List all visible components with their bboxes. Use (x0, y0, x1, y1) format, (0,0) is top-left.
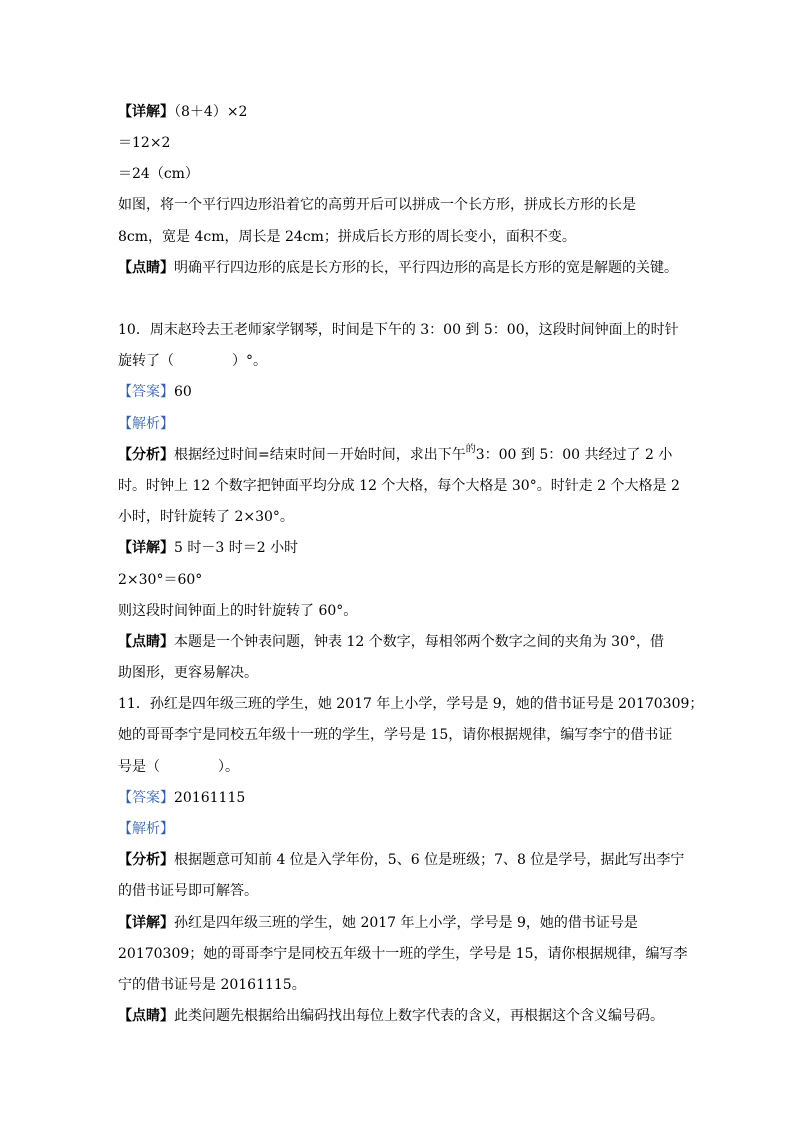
q11-fenxi-line2: 的借书证号即可解答。 (118, 883, 258, 899)
q11-fenxi-line1 (118, 850, 684, 870)
q9-detail-line3: ＝24（cm） (118, 166, 199, 182)
q10-stem-line2-b: ）°。 (232, 353, 267, 369)
comment-tag: 【点睛】 (118, 260, 174, 276)
q9-comment-text: 明确平行四边形的底是长方形的长，平行四边形的高是长方形的宽是解题的关键。 (174, 260, 678, 276)
q11-stem-line3-a: 号是（ (118, 759, 160, 775)
detail-tag: 【详解】 (118, 540, 174, 556)
q10-detail-line2: 2×30°＝60° (118, 572, 203, 588)
detail-tag: 【详解】 (118, 915, 174, 931)
q11-analysis-heading (118, 819, 174, 839)
q11-answer-value: 20161115 (174, 790, 246, 806)
q10-fenxi-line2: 时。时钟上 12 个数字把钟面平均分成 12 个大格，每个大格是 30°。时针走 2 个大格是 2 (118, 478, 680, 494)
q9-comment (118, 258, 678, 278)
fenxi-tag: 【分析】 (118, 447, 174, 463)
q10-detail (118, 538, 298, 558)
q11-detail-line2: 20170309；她的哥哥李宁是同校五年级十一班的学生，学号是 15，请你根据规律，编写李 (118, 946, 688, 962)
q9-explain-line2: 8cm，宽是 4cm，周长是 24cm；拼成后长方形的周长变小，面积不变。 (118, 229, 576, 245)
q10-analysis-heading (118, 414, 174, 434)
q10-stem-line2-a: 旋转了（ (118, 353, 174, 369)
q11-stem-line3 (118, 757, 239, 777)
comment-tag: 【点睛】 (118, 634, 174, 650)
q11-comment-text: 此类问题先根据给出编码找出每位上数字代表的含义，再根据这个含义编号码。 (174, 1008, 664, 1024)
q11-comment (118, 1006, 664, 1026)
q10-stem-line1: 10．周末赵玲去王老师家学钢琴，时间是下午的 3：00 到 5：00，这段时间钟面上的时针 (118, 322, 679, 338)
q11-fenxi-text: 根据题意可知前 4 位是入学年份，5、6 位是班级；7、8 位是学号，据此写出李宁 (174, 852, 685, 868)
answer-tag: 【答案】 (118, 790, 174, 806)
q10-detail-line1: 5 时－3 时＝2 小时 (174, 540, 299, 556)
q9-detail-line (118, 102, 247, 122)
q11-detail-line3: 宁的借书证号是 20161115。 (118, 977, 306, 993)
q10-fenxi-line1 (118, 445, 672, 467)
q11-stem-line1: 11．孙红是四年级三班的学生，她 2017 年上小学，学号是 9，她的借书证号是 20170309； (118, 696, 704, 712)
q10-fenxi-line1-a: 根据经过时间=结束时间－开始时间，求出下午 (174, 447, 466, 463)
q11-answer (118, 788, 245, 808)
analysis-tag: 【解析】 (118, 416, 174, 432)
q9-explain-line1: 如图，将一个平行四边形沿着它的高剪开后可以拼成一个长方形，拼成长方形的长是 (118, 197, 636, 213)
fenxi-tag: 【分析】 (118, 852, 174, 868)
q11-stem-line2: 她的哥哥李宁是同校五年级十一班的学生，学号是 15，请你根据规律，编写李宁的借书证 (118, 727, 673, 743)
q10-comment-line1: 本题是一个钟表问题，钟表 12 个数字，每相邻两个数字之间的夹角为 30°，借 (174, 634, 664, 650)
q11-stem-line3-b: ）。 (218, 759, 239, 775)
q11-detail (118, 913, 638, 933)
answer-tag: 【答案】 (118, 384, 174, 400)
q11-detail-line1: 孙红是四年级三班的学生，她 2017 年上小学，学号是 9，她的借书证号是 (174, 915, 638, 931)
q10-comment-line2: 助图形，更容易解决。 (118, 665, 258, 681)
comment-tag: 【点睛】 (118, 1008, 174, 1024)
q10-stem-line2 (118, 351, 267, 371)
q10-answer-value: 60 (174, 384, 192, 400)
q9-detail-line1: （8＋4）×2 (174, 104, 248, 120)
q10-answer (118, 382, 192, 402)
detail-tag: 【详解】 (118, 104, 174, 120)
analysis-tag: 【解析】 (118, 821, 174, 837)
q10-detail-line3: 则这段时间钟面上的时针旋转了 60°。 (118, 603, 358, 619)
q10-comment (118, 632, 664, 652)
q10-fenxi-line1-b: 3：00 到 5：00 共经过了 2 小 (475, 447, 673, 463)
q9-detail-line2: ＝12×2 (118, 135, 171, 151)
q10-fenxi-sup: 的 (465, 444, 476, 455)
q10-fenxi-line3: 小时，时针旋转了 2×30°。 (118, 509, 294, 525)
